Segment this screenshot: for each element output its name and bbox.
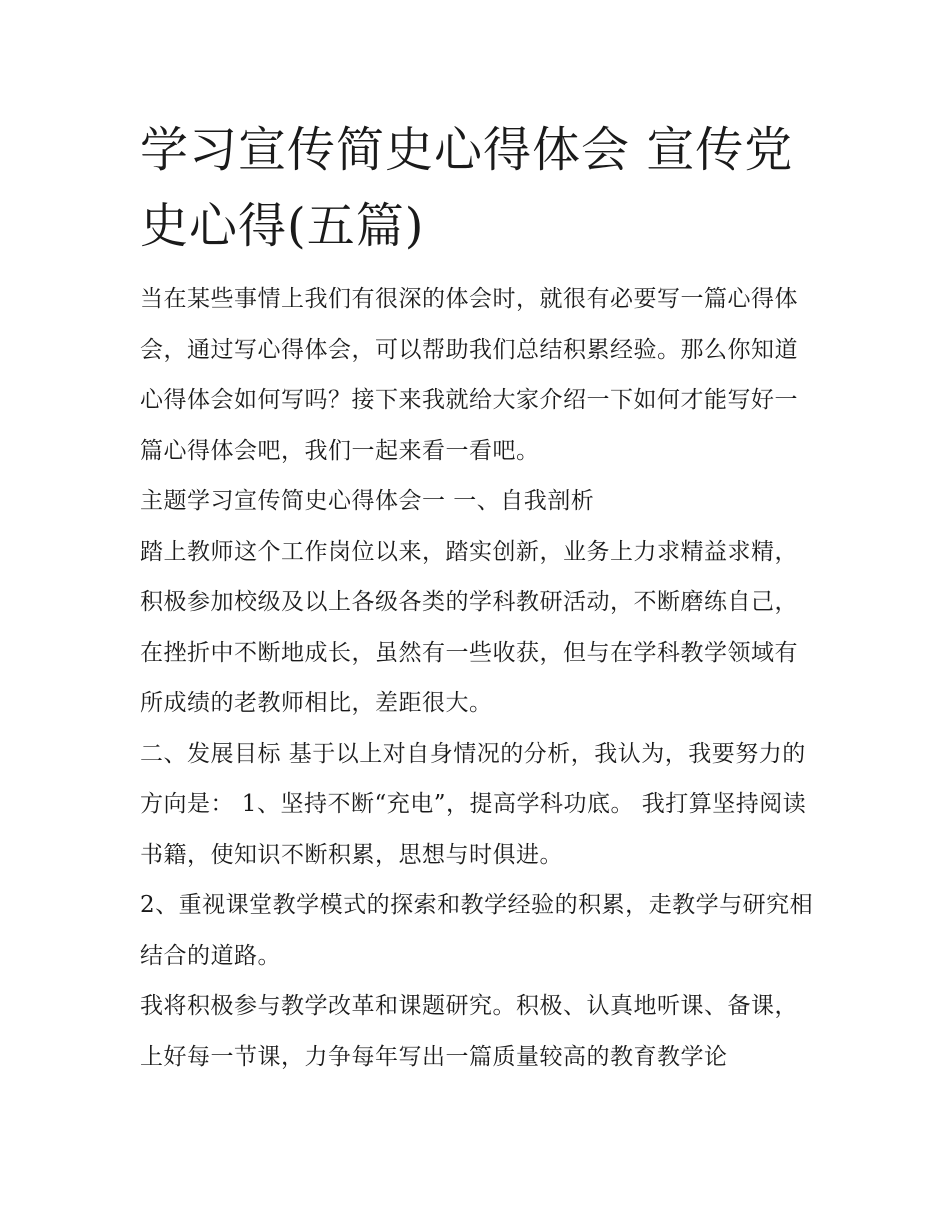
section-heading-self-analysis: 主题学习宣传简史心得体会一 一、自我剖析 — [140, 488, 595, 514]
goal-two-paragraph: 2、重视课堂教学模式的探索和教学经验的积累，走教学与研究相结合的道路。 — [140, 892, 814, 969]
teaching-reform-paragraph: 我将积极参与教学改革和课题研究。积极、认真地听课、备课，上好每一节课，力争每年写出一篇质量较高的教育教学论 — [140, 993, 798, 1070]
document-page — [140, 112, 816, 1082]
development-goals-paragraph: 二、发展目标 基于以上对自身情况的分析，我认为，我要努力的方向是： 1、坚持不断“充电”，提高学科功底。 我打算坚持阅读书籍，使知识不断积累，思想与时俱进。 — [140, 740, 807, 868]
intro-paragraph: 当在某些事情上我们有很深的体会时，就很有必要写一篇心得体会，通过写心得体会，可以帮助我们总结积累经验。那么你知道心得体会如何写吗？接下来我就给大家介绍一下如何才能写好一篇心得体会吧，我们一起来看一看吧。 — [140, 286, 798, 464]
document-title: 学习宣传简史心得体会 宣传党史心得(五篇) — [140, 122, 794, 254]
self-analysis-paragraph: 踏上教师这个工作岗位以来，踏实创新，业务上力求精益求精，积极参加校级及以上各级各类的学科教研活动，不断磨练自己，在挫折中不断地成长，虽然有一些收获，但与在学科教学领域有所成绩的老教师相比，差距很大。 — [140, 538, 798, 716]
